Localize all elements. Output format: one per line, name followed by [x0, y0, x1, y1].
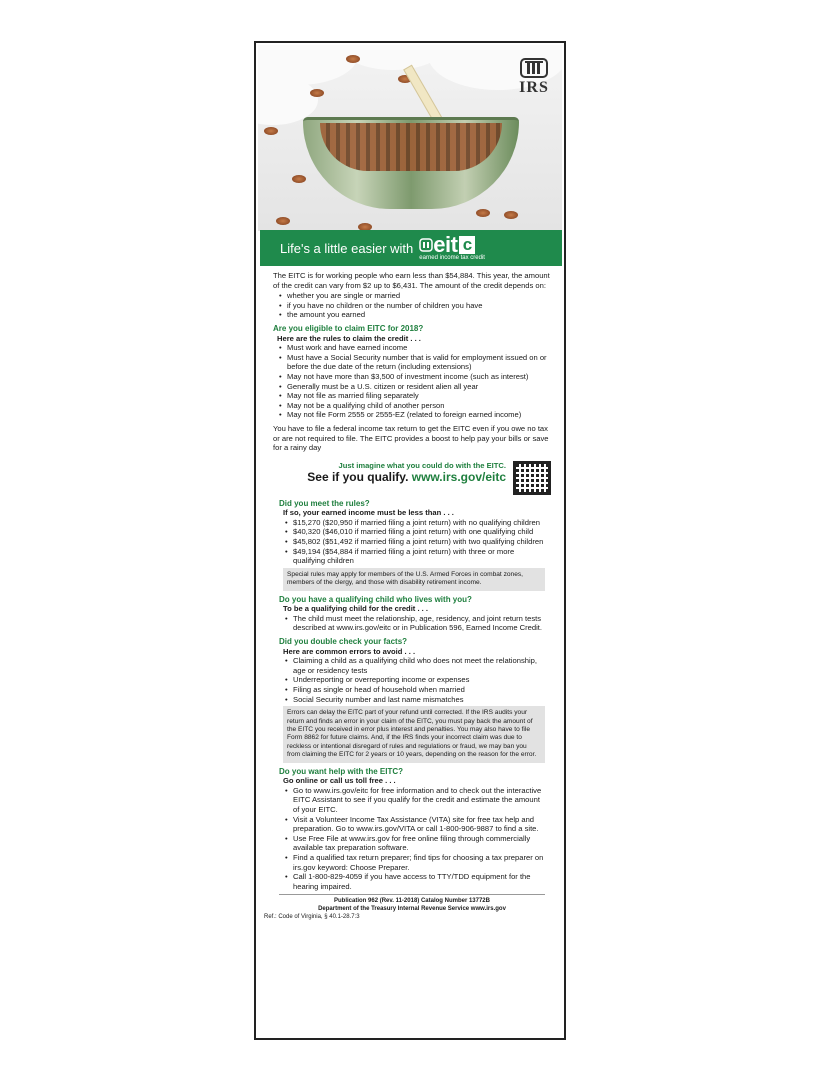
pennies-in-umbrella [320, 123, 502, 171]
coin [310, 89, 324, 97]
eitc-logo-subtitle: earned income tax credit [419, 254, 485, 261]
eligible-subheading: Here are the rules to claim the credit . . . [277, 333, 421, 343]
coin [504, 211, 518, 219]
eitc-link[interactable]: www.irs.gov/eitc [411, 470, 506, 485]
banner-tagline: Life's a little easier with [280, 240, 414, 256]
list-item: • $15,270 ($20,950 if married filing a joint return) with no qualifying children [279, 518, 545, 528]
help-list [279, 786, 545, 892]
eitc-poster [254, 41, 566, 1040]
list-item: • Go to www.irs.gov/eitc for free information and to check out the interactive EITC Assistant to see if you qualify for the credit and estimate the amount of your EITC. [279, 786, 545, 815]
list-item: • Must have a Social Security number that is valid for employment issued on or before the due date of the return (including extensions) [273, 353, 551, 372]
list-item: • Generally must be a U.S. citizen or resident alien all year [273, 382, 551, 392]
callout-small-text: Just imagine what you could do with the EITC. [338, 460, 506, 470]
intro-text: The EITC is for working people who earn less than $54,884. This year, the amount of the credit can vary from $2 up to $6,431. The amount of the credit depends on: [273, 271, 550, 290]
eitc-logo-c: c [459, 236, 475, 254]
check-subheading: Here are common errors to avoid . . . [283, 646, 416, 656]
rules-note: Special rules may apply for members of the U.S. Armed Forces in combat zones, members of the clergy, and those with disability retirement income. [283, 568, 545, 591]
coin [276, 217, 290, 225]
eitc-banner [260, 230, 562, 266]
list-item: • May not file as married filing separately [273, 391, 551, 401]
list-item: • Social Security number and last name mismatches [279, 695, 545, 705]
publication-number: Publication 962 (Rev. 11-2018) Catalog Number 13772B [334, 898, 490, 905]
qualify-callout [273, 461, 551, 495]
list-item: • if you have no children or the number of children you have [273, 301, 551, 311]
help-heading: Do you want help with the EITC? [279, 766, 403, 776]
list-item: • Call 1-800-829-4059 if you have access to TTY/TDD equipment for the hearing impaired. [279, 872, 545, 891]
list-item: • Filing as single or head of household when married [279, 685, 545, 695]
publication-footer [279, 894, 545, 913]
list-item: • The child must meet the relationship, age, residency, and joint return tests described at www.irs.gov/eitc or in Publication 596, Earned Income Credit. [279, 614, 545, 633]
list-item: • $40,320 ($46,010 if married filing a joint return) with one qualifying child [279, 527, 545, 537]
list-item: • May not have more than $3,500 of investment income (such as interest) [273, 372, 551, 382]
eitc-logo-word: eit [433, 231, 458, 257]
eligible-heading: Are you eligible to claim EITC for 2018? [273, 323, 424, 333]
coin [264, 127, 278, 135]
errors-note: Errors can delay the EITC part of your refund until corrected. If the IRS audits your return and finds an error in your claim of the EITC, you must pay back the amount of the EITC you received in error plus interest and penalties. You may also have to file Form 8862 for future claims. And, if the IRS finds your incorrect claim was due to reckless or intentional disregard of rules and regulations or fraud, we may ban you from claiming the EITC for 2 years or 10 years, depending on the reason for the error. [283, 706, 545, 762]
qr-code-icon[interactable] [513, 461, 551, 495]
rules-heading: Did you meet the rules? [279, 498, 370, 508]
coin [476, 209, 490, 217]
help-subheading: Go online or call us toll free . . . [283, 776, 396, 786]
list-item: • May not file Form 2555 or 2555-EZ (related to foreign earned income) [273, 410, 551, 420]
code-reference: Ref.: Code of Virginia, § 40.1-28.7:3 [264, 914, 360, 921]
check-heading: Did you double check your facts? [279, 637, 408, 647]
rules-column [273, 499, 551, 914]
callout-qualify: See if you qualify. [307, 470, 409, 485]
callout-big-text [273, 470, 506, 485]
eligible-list [273, 343, 551, 420]
list-item: • Claiming a child as a qualifying child who does not meet the relationship, age or residency tests [279, 656, 545, 675]
list-item: • Find a qualified tax return preparer; find tips for choosing a tax preparer on irs.gov keyword: Choose Preparer. [279, 853, 545, 872]
irs-logo [516, 57, 552, 97]
poster-content [264, 271, 551, 923]
coin [292, 175, 306, 183]
list-item: • $49,194 ($54,884 if married filing a joint return) with three or more qualifying children [279, 547, 545, 566]
list-item: • May not be a qualifying child of another person [273, 401, 551, 411]
rules-list [279, 518, 545, 566]
child-list [279, 614, 545, 633]
eitc-logo [419, 231, 485, 262]
hero-image [258, 45, 562, 231]
list-item: • whether you are single or married [273, 291, 551, 301]
umbrella-handle [403, 65, 443, 124]
check-list [279, 656, 545, 704]
rules-subheading: If so, your earned income must be less than . . . [283, 508, 454, 518]
child-heading: Do you have a qualifying child who lives with you? [279, 594, 472, 604]
list-item: • Must work and have earned income [273, 343, 551, 353]
eligible-closing: You have to file a federal income tax return to get the EITC even if you owe no tax or are not required to file. The EITC provides a boost to help pay your bills or save for a rainy day [273, 423, 549, 453]
list-item: • the amount you earned [273, 310, 551, 320]
coin [346, 55, 360, 63]
list-item: • Use Free File at www.irs.gov for free online filing through commercially available tax preparation software. [279, 834, 545, 853]
list-item: • $45,802 ($51,492 if married filing a joint return) with two qualifying children [279, 537, 545, 547]
eitc-emblem-icon [419, 238, 433, 252]
list-item: • Visit a Volunteer Income Tax Assistance (VITA) site for free tax help and preparation. Go to www.irs.gov/VITA or call 1-800-906-9887 to find a site. [279, 815, 545, 834]
list-item: • Underreporting or overreporting income or expenses [279, 675, 545, 685]
eagle-icon [519, 57, 549, 79]
intro-list [273, 291, 551, 320]
irs-logo-text: IRS [519, 79, 549, 96]
department-line: Department of the Treasury Internal Revenue Service www.irs.gov [318, 906, 506, 913]
child-subheading: To be a qualifying child for the credit . . . [283, 604, 428, 614]
